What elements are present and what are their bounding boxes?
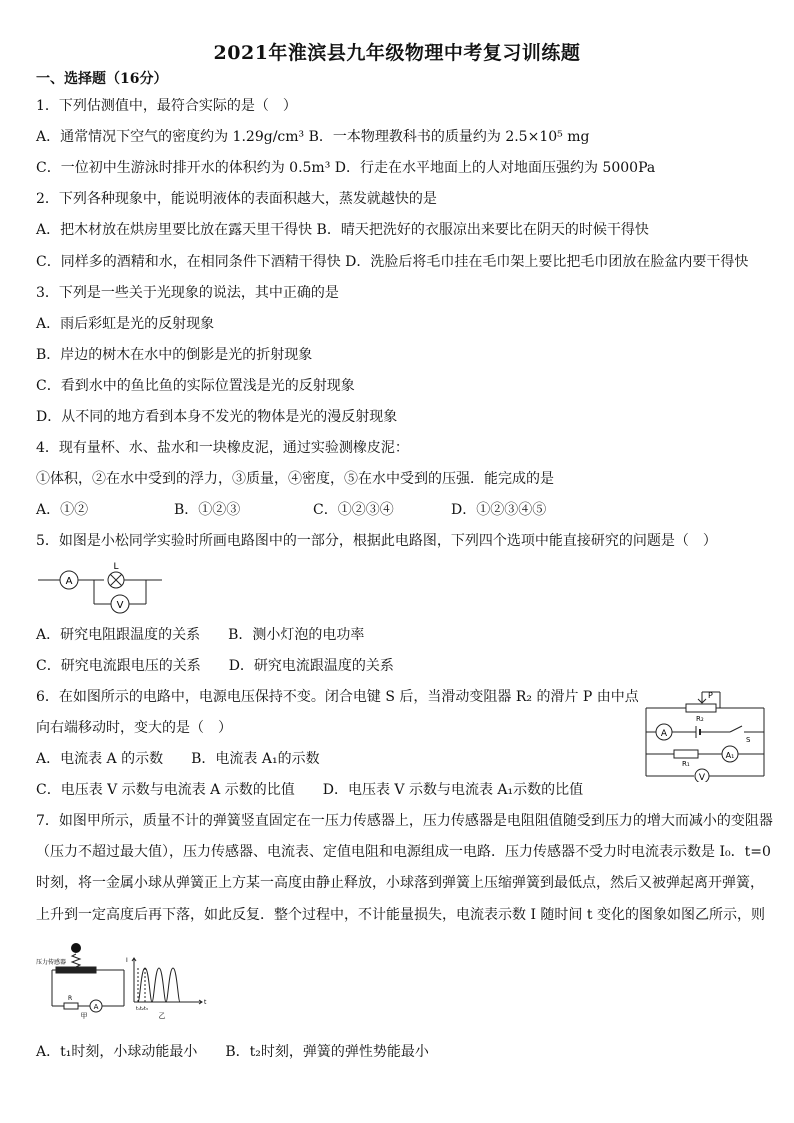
q5-ammeter-label: A — [65, 576, 73, 587]
question-4-option-d: D．①②③④⑤ — [451, 502, 547, 518]
q6-r2-label: R₂ — [696, 715, 704, 723]
question-6-stem-line2: 向右端移动时，变大的是（ ） — [36, 720, 232, 736]
question-4-stem: 4．现有量杯、水、盐水和一块橡皮泥，通过实验测橡皮泥： — [36, 440, 409, 456]
question-3-option-c: C．看到水中的鱼比鱼的实际位置浅是光的反射现象 — [36, 378, 355, 394]
question-3-stem: 3．下列是一些关于光现象的说法，其中正确的是 — [36, 285, 339, 301]
q6-ammeter1-label: A₁ — [725, 751, 735, 760]
question-2-options-cd: C．同样多的酒精和水，在相同条件下酒精干得快 D．洗脸后将毛巾挂在毛巾架上要比把毛巾团放在脸盆内要干得快 — [36, 254, 749, 270]
question-4-items: ①体积，②在水中受到的浮力，③质量，④密度，⑤在水中受到的压强．能完成的是 — [36, 471, 554, 487]
q6-voltmeter-label: V — [698, 773, 706, 782]
q7-graph-t-label: t — [204, 999, 207, 1006]
question-4-option-b: B．①②③ — [174, 502, 241, 518]
question-6-options-cd: C．电压表 V 示数与电流表 A 示数的比值 D．电压表 V 示数与电流表 A₁示数的比值 — [36, 782, 584, 798]
section-heading: 一、选择题（16分） — [36, 71, 168, 87]
question-2-options-ab: A．把木材放在烘房里要比放在露天里干得快 B．晴天把洗好的衣服凉出来要比在阴天的时候干得快 — [36, 222, 649, 238]
q7-figure — [34, 938, 210, 1020]
question-2-stem: 2．下列各种现象中，能说明液体的表面积越大，蒸发就越快的是 — [36, 191, 437, 207]
question-3-option-b: B．岸边的树木在水中的倒影是光的折射现象 — [36, 347, 313, 363]
q7-fig-yi-label: 乙 — [158, 1012, 166, 1020]
q7-resistor-label: R — [68, 995, 73, 1002]
question-1-options-cd: C．一位初中生游泳时排开水的体积约为 0.5m³ D．行走在水平地面上的人对地面压强约为 5000Pa — [36, 160, 656, 176]
question-7-stem-line2: （压力不超过最大值），压力传感器、电流表、定值电阻和电源组成一电路．压力传感器不受力时电流表示数是 I₀．t=0 — [36, 844, 771, 860]
question-6-stem-line1: 6．在如图所示的电路中，电源电压保持不变。闭合电键 S 后，当滑动变阻器 R₂ 的滑片 P 由中点 — [36, 689, 639, 705]
q5-circuit-figure — [36, 560, 166, 616]
q5-voltmeter-label: V — [116, 600, 124, 611]
page-title: 2021年淮滨县九年级物理中考复习训练题 — [213, 42, 581, 64]
question-7-stem-line3: 时刻，将一金属小球从弹簧正上方某一高度由静止释放，小球落到弹簧上压缩弹簧到最低点，然后又被弹起离开弹簧， — [36, 875, 764, 891]
q7-sensor-label: 压力传感器 — [36, 959, 67, 966]
q7-fig-jia-label: 甲 — [80, 1012, 88, 1020]
question-4-option-c: C．①②③④ — [313, 502, 394, 518]
question-5-options-cd: C．研究电流跟电压的关系 D．研究电流跟温度的关系 — [36, 658, 394, 674]
q7-graph-i-label: I — [126, 957, 128, 964]
question-7-options-ab: A．t₁时刻，小球动能最小 B．t₂时刻，弹簧的弹性势能最小 — [36, 1044, 429, 1060]
q6-r1-label: R₁ — [682, 760, 690, 768]
question-3-option-a: A．雨后彩虹是光的反射现象 — [36, 316, 215, 332]
question-1-stem: 1．下列估测值中，最符合实际的是（ ） — [36, 98, 297, 114]
q6-slider-label: P — [708, 691, 713, 700]
question-3-option-d: D．从不同的地方看到本身不发光的物体是光的漫反射现象 — [36, 409, 398, 425]
question-5-stem: 5．如图是小松同学实验时所画电路图中的一部分，根据此电路图，下列四个选项中能直接研究的问题是（ ） — [36, 533, 717, 549]
q6-ammeter-label: A — [660, 729, 668, 739]
q6-circuit-figure — [642, 686, 768, 782]
q7-ammeter-label: A — [93, 1003, 99, 1011]
question-5-options-ab: A．研究电阻跟温度的关系 B．测小灯泡的电功率 — [36, 627, 365, 643]
q7-graph-time-marks: t₁t₂t₃ — [136, 1006, 148, 1012]
question-1-options-ab: A．通常情况下空气的密度约为 1.29g/cm³ B．一本物理教科书的质量约为 2.5×10⁵ mg — [36, 129, 590, 145]
question-7-stem-line1: 7．如图甲所示，质量不计的弹簧竖直固定在一压力传感器上，压力传感器是电阻阻值随受到压力的增大而减小的变阻器 — [36, 813, 773, 829]
question-7-stem-line4: 上升到一定高度后再下落，如此反复．整个过程中，不计能量损失，电流表示数 I 随时间 t 变化的图象如图乙所示，则 — [36, 907, 765, 923]
q6-switch-label: S — [746, 736, 751, 744]
question-4-option-a: A．①② — [36, 502, 89, 518]
question-6-options-ab: A．电流表 A 的示数 B．电流表 A₁的示数 — [36, 751, 320, 767]
q5-lamp-label: L — [113, 562, 119, 572]
